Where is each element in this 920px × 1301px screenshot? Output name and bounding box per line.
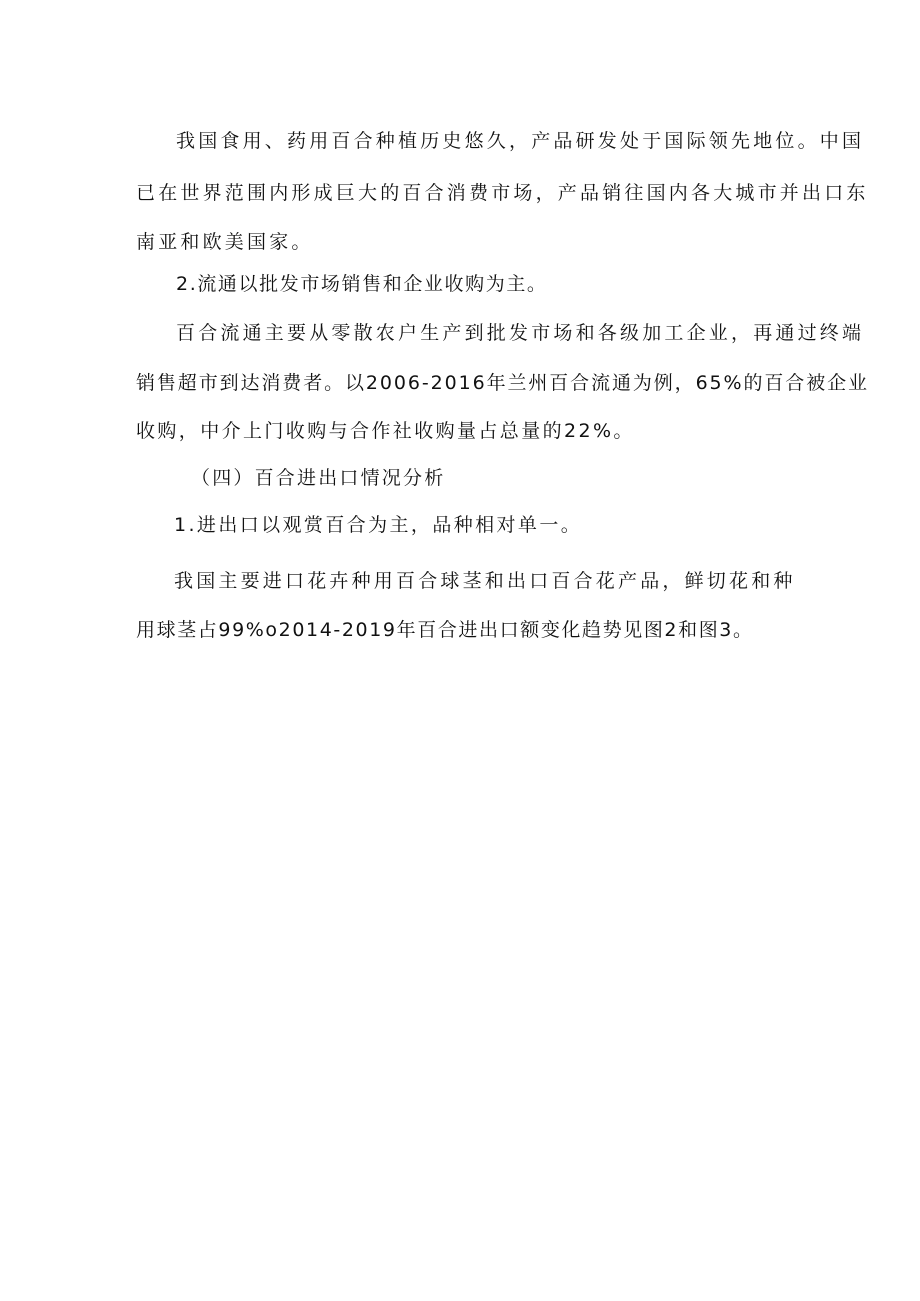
paragraph-1-line-2: 已在世界范围内形成巨大的百合消费市场，产品销往国内各大城市并出口东 <box>136 182 869 204</box>
section-heading-4: （四）百合进出口情况分析 <box>191 467 446 489</box>
numbered-heading-2: 2.流通以批发市场销售和企业收购为主。 <box>176 273 548 295</box>
paragraph-2-line-3: 收购，中介上门收购与合作社收购量占总量的22%。 <box>136 420 635 442</box>
paragraph-3-line-1: 我国主要进口花卉种用百合球茎和出口百合花产品，鲜切花和种 <box>174 570 796 592</box>
numbered-heading-1: 1.进出口以观赏百合为主，品种相对单一。 <box>174 514 583 536</box>
paragraph-1-line-3: 南亚和欧美国家。 <box>136 231 314 253</box>
paragraph-2-line-2: 销售超市到达消费者。以2006-2016年兰州百合流通为例，65%的百合被企业 <box>136 372 869 394</box>
paragraph-2-line-1: 百合流通主要从零散农户生产到批发市场和各级加工企业，再通过终端 <box>176 322 865 344</box>
paragraph-1-line-1: 我国食用、药用百合种植历史悠久，产品研发处于国际领先地位。中国 <box>176 130 865 152</box>
paragraph-3-line-2: 用球茎占99%o2014-2019年百合进出口额变化趋势见图2和图3。 <box>136 619 754 641</box>
